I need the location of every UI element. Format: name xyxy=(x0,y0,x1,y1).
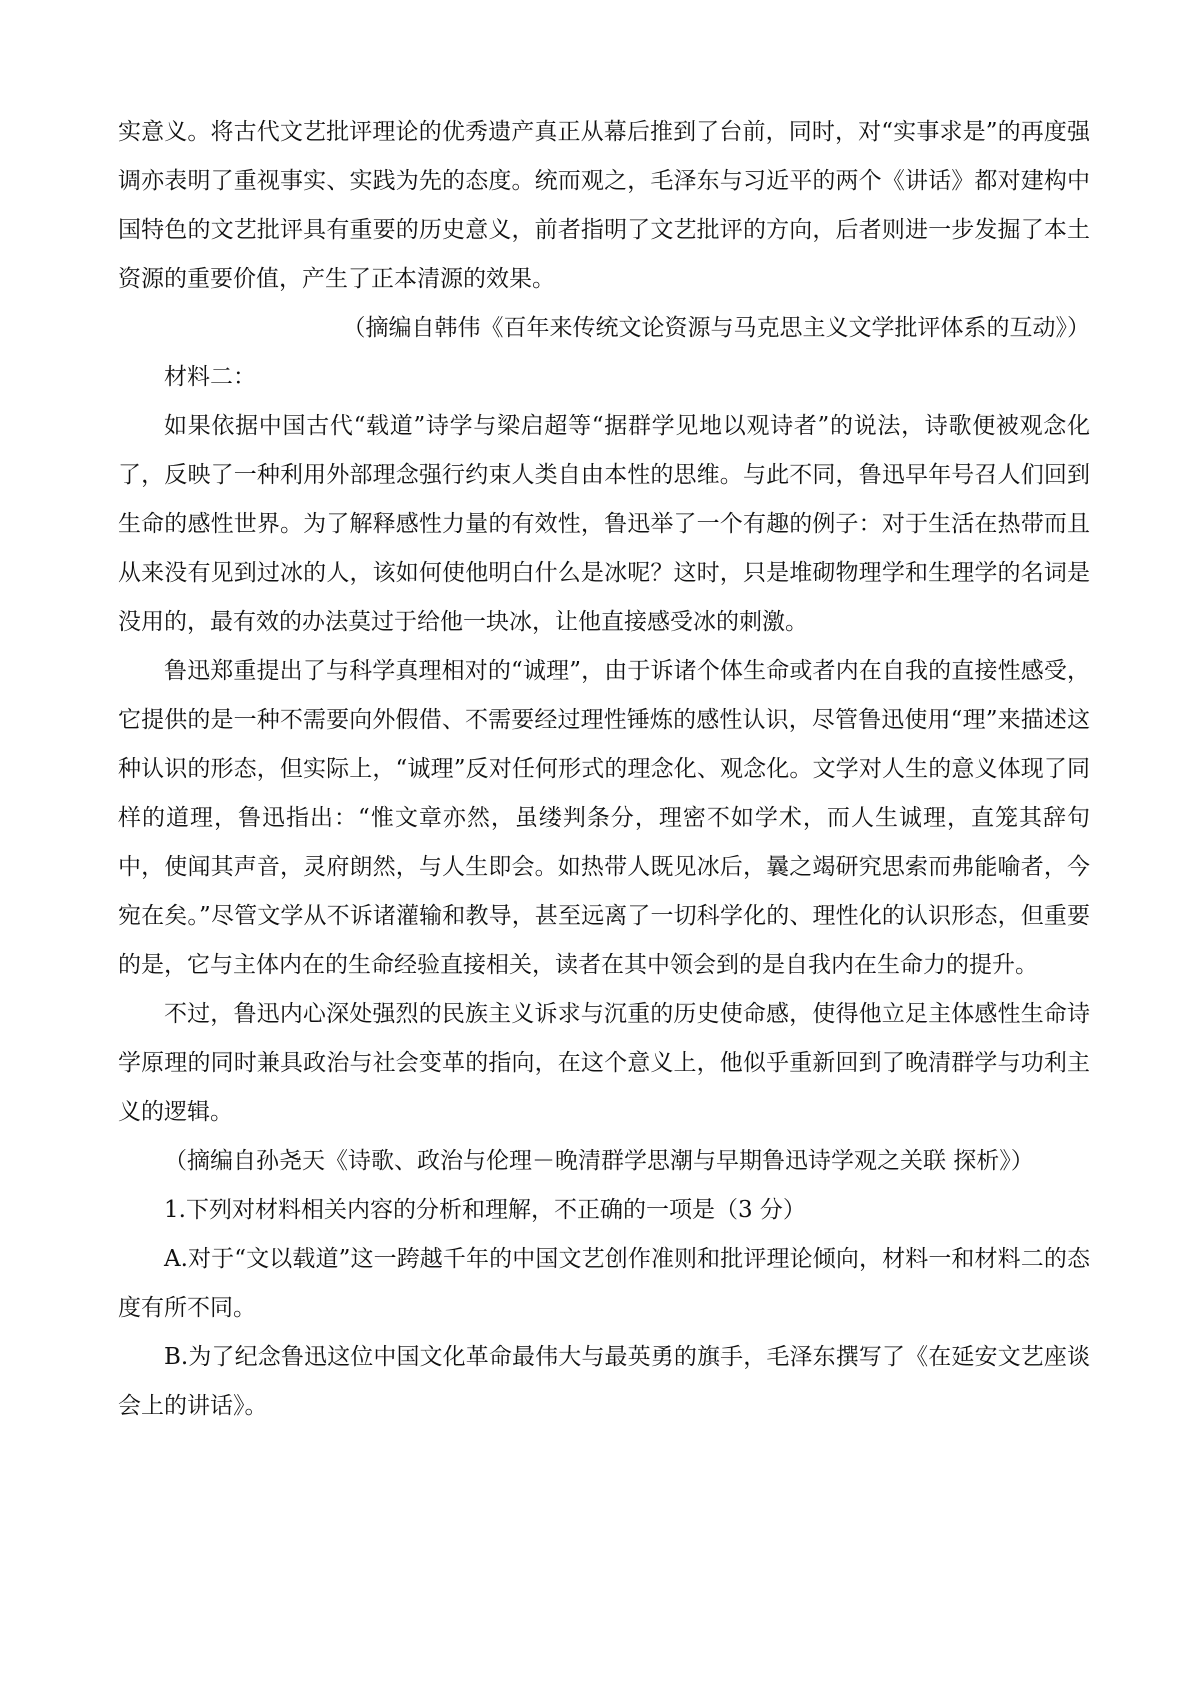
option-b: B.为了纪念鲁迅这位中国文化革命最伟大与最英勇的旗手，毛泽东撰写了《在延安文艺座谈会上的讲话》。 xyxy=(118,1344,1090,1419)
material-2-heading: 材料二： xyxy=(164,364,256,390)
source-citation-2: （摘编自孙尧天《诗歌、政治与伦理－晚清群学思潮与早期鲁迅诗学观之关联 探析》） xyxy=(164,1148,1034,1174)
paragraph-continued: 实意义。将古代文艺批评理论的优秀遗产真正从幕后推到了台前，同时，对“实事求是”的再度强调亦表明了重视事实、实践为先的态度。统而观之，毛泽东与习近平的两个《讲话》都对建构中国特色的文艺批评具有重要的历史意义，前者指明了文艺批评的方向，后者则进一步发掘了本土资源的重要价值，产生了正本清源的效果。 xyxy=(118,119,1090,292)
document-page xyxy=(118,108,1090,1431)
option-a: A.对于“文以载道”这一跨越千年的中国文艺创作准则和批评理论倾向，材料一和材料二的态度有所不同。 xyxy=(118,1246,1090,1321)
material-2-paragraph-3: 不过，鲁迅内心深处强烈的民族主义诉求与沉重的历史使命感，使得他立足主体感性生命诗学原理的同时兼具政治与社会变革的指向，在这个意义上，他似乎重新回到了晚清群学与功利主义的逻辑。 xyxy=(118,1001,1090,1125)
material-2-paragraph-2: 鲁迅郑重提出了与科学真理相对的“诚理”，由于诉诸个体生命或者内在自我的直接性感受，它提供的是一种不需要向外假借、不需要经过理性锤炼的感性认识，尽管鲁迅使用“理”来描述这种认识的形态，但实际上，“诚理”反对任何形式的理念化、观念化。文学对人生的意义体现了同样的道理，鲁迅指出：“惟文章亦然，虽缕判条分，理密不如学术，而人生诚理，直笼其辞句中，使闻其声音，灵府朗然，与人生即会。如热带人既见冰后，曩之竭研究思索而弗能喻者，今宛在矣。”尽管文学从不诉诸灌输和教导，甚至远离了一切科学化的、理性化的认识形态，但重要的是，它与主体内在的生命经验直接相关，读者在其中领会到的是自我内在生命力的提升。 xyxy=(118,658,1090,978)
source-citation-1: （摘编自韩伟《百年来传统文论资源与马克思主义文学批评体系的互动》） xyxy=(342,315,1090,341)
material-2-paragraph-1: 如果依据中国古代“载道”诗学与梁启超等“据群学见地以观诗者”的说法，诗歌便被观念化了，反映了一种利用外部理念强行约束人类自由本性的思维。与此不同，鲁迅早年号召人们回到生命的感性世界。为了解释感性力量的有效性，鲁迅举了一个有趣的例子：对于生活在热带而且从来没有见到过冰的人，该如何使他明白什么是冰呢？这时，只是堆砌物理学和生理学的名词是没用的，最有效的办法莫过于给他一块冰，让他直接感受冰的刺激。 xyxy=(118,413,1090,635)
question-stem: 1.下列对材料相关内容的分析和理解，不正确的一项是（3 分） xyxy=(164,1197,806,1223)
